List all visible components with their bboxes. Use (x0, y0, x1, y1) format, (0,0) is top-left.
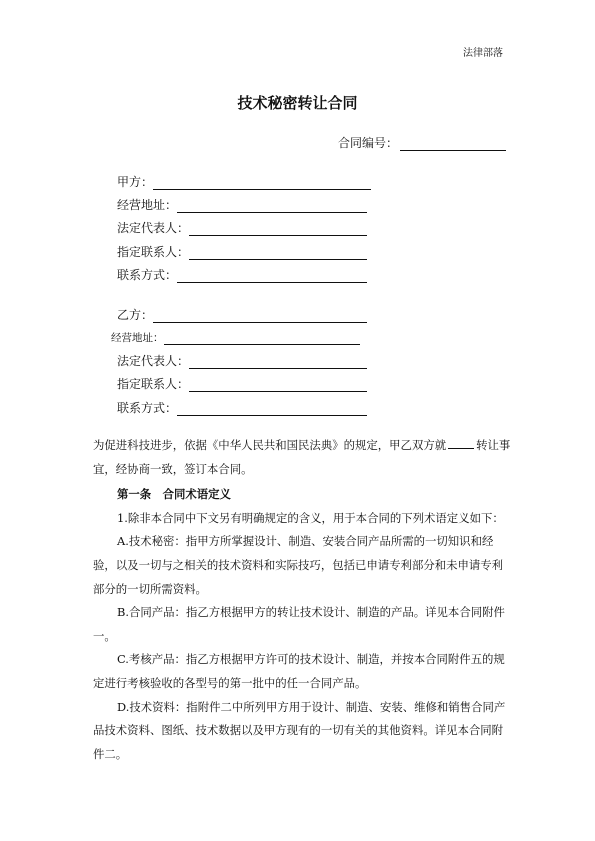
party-a-name-label: 甲方： (117, 175, 154, 189)
party-b-contact-label: 指定联系人： (117, 377, 190, 391)
preamble-part2: 转让事宜，经协商一致，签订本合同。 (93, 438, 511, 476)
party-b-legal-rep-field (117, 352, 367, 369)
contract-number-label: 合同编号： (338, 136, 399, 150)
contract-number-line[interactable] (400, 138, 506, 151)
preamble-part1: 为促进科技进步，依据《中华人民共和国民法典》的规定，甲乙双方就 (93, 438, 447, 452)
party-b-address-label: 经营地址： (111, 332, 164, 344)
party-a-address-line[interactable] (177, 200, 367, 213)
party-a-contact-method-field (117, 266, 367, 283)
party-a-contact-field (117, 243, 367, 260)
party-b-name-label: 乙方： (117, 308, 154, 322)
party-b-address-field (111, 330, 360, 345)
header-corner-text: 法律部落 (463, 48, 503, 59)
party-a-name-line[interactable] (153, 177, 371, 190)
party-a-contact-label: 指定联系人： (117, 245, 190, 259)
contract-body (93, 434, 511, 766)
party-a-contact-method-label: 联系方式： (117, 268, 178, 282)
party-a-legal-rep-label: 法定代表人： (117, 221, 190, 235)
preamble-paragraph (93, 434, 511, 481)
article1-paragraph-d: D.技术资料：指附件二中所列甲方用于设计、制造、安装、维修和销售合同产品技术资料、图纸、技术数据以及甲方现有的一切有关的其他资料。详见本合同附件二。 (93, 699, 506, 761)
party-a-contact-method-line[interactable] (177, 270, 367, 283)
party-b-legal-rep-line[interactable] (189, 356, 367, 369)
party-b-contact-method-field (117, 399, 367, 416)
party-a-legal-rep-line[interactable] (189, 223, 367, 236)
party-b-legal-rep-label: 法定代表人： (117, 354, 190, 368)
party-b-contact-method-line[interactable] (177, 403, 367, 416)
contract-number-field (338, 134, 506, 151)
article1-paragraph-c: C.考核产品：指乙方根据甲方许可的技术设计、制造，并按本合同附件五的规定进行考核验收的各型号的第一批中的任一合同产品。 (93, 652, 505, 690)
party-b-address-line[interactable] (164, 332, 360, 345)
party-b-contact-method-label: 联系方式： (117, 401, 178, 415)
party-a-address-label: 经营地址： (117, 198, 178, 212)
preamble-blank-line[interactable] (448, 437, 474, 449)
party-b-contact-field (117, 375, 367, 392)
article1-heading: 第一条 合同术语定义 (117, 487, 231, 502)
party-b-contact-line[interactable] (189, 379, 367, 392)
party-a-address-field (117, 196, 367, 213)
party-b-name-field (117, 306, 367, 323)
party-a-name-field (117, 173, 371, 190)
party-a-legal-rep-field (117, 219, 367, 236)
article1-paragraph-1: 1.除非本合同中下文另有明确规定的含义，用于本合同的下列术语定义如下： (117, 510, 504, 525)
party-b-name-line[interactable] (153, 310, 367, 323)
article1-paragraph-a: A.技术秘密：指甲方所掌握设计、制造、安装合同产品所需的一切知识和经验，以及一切与之相关的技术资料和实际技巧，包括已申请专利部分和未申请专利部分的一切所需资料。 (93, 534, 504, 596)
party-a-contact-line[interactable] (189, 247, 367, 260)
article1-paragraph-b: B.合同产品：指乙方根据甲方的转让技术设计、制造的产品。详见本合同附件一。 (93, 605, 505, 643)
document-title: 技术秘密转让合同 (237, 94, 358, 112)
